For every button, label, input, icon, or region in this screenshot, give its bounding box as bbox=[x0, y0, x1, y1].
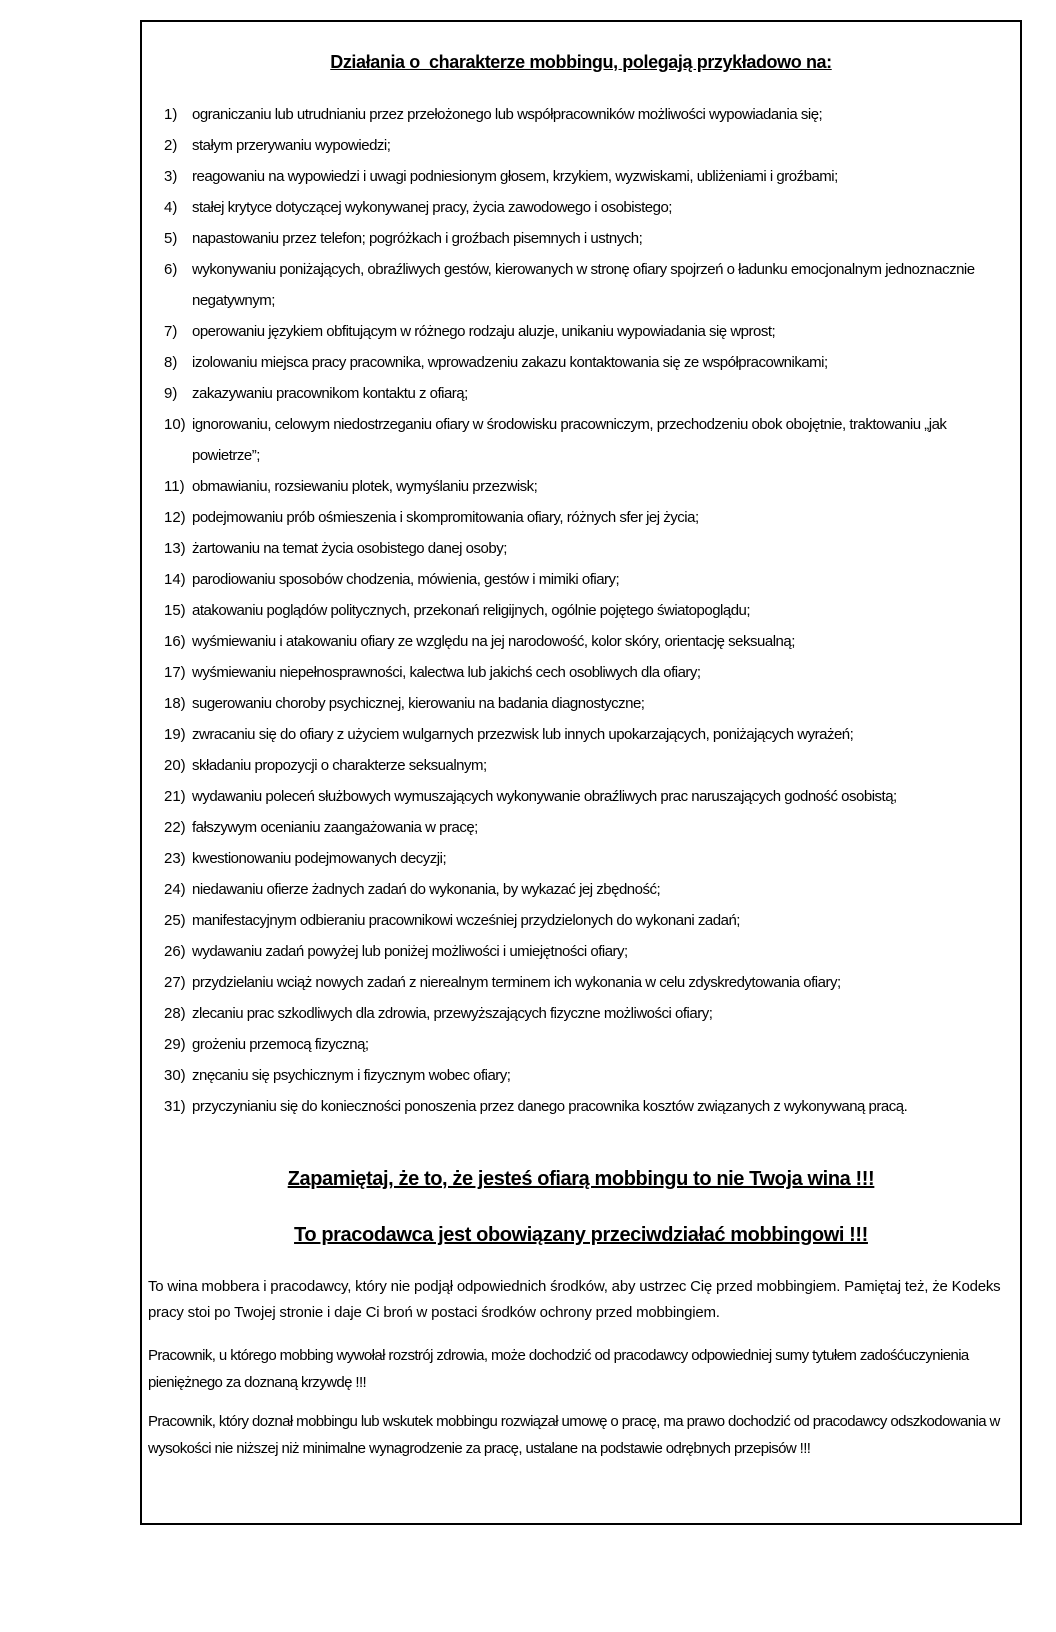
list-item-text: obmawianiu, rozsiewaniu plotek, wymyślaniu przezwisk; bbox=[192, 478, 538, 495]
list-item-text: wyśmiewaniu i atakowaniu ofiary ze względu na jej narodowość, kolor skóry, orientację seksualną; bbox=[192, 633, 795, 650]
list-item bbox=[142, 409, 1020, 471]
list-item-number: 30) bbox=[164, 1067, 186, 1084]
list-item bbox=[142, 316, 1020, 347]
list-item-text: atakowaniu poglądów politycznych, przekonań religijnych, ogólnie pojętego światopoglądu; bbox=[192, 602, 751, 619]
list-item-number: 15) bbox=[164, 602, 186, 619]
list-item-number: 27) bbox=[164, 974, 186, 991]
list-item bbox=[142, 998, 1020, 1029]
list-item bbox=[142, 750, 1020, 781]
list-item-text: kwestionowaniu podejmowanych decyzji; bbox=[192, 850, 447, 867]
paragraph-mobber-blame: To wina mobbera i pracodawcy, który nie podjął odpowiednich środków, aby ustrzec Cię przed mobbingiem. Pamiętaj też, że Kodeks pracy stoi po Twojej stronie i daje Ci broń w postaci środków ochrony przed mobbingiem. bbox=[148, 1278, 1001, 1321]
list-item bbox=[142, 874, 1020, 905]
list-item-number: 31) bbox=[164, 1098, 186, 1115]
list-item-number: 26) bbox=[164, 943, 186, 960]
list-item-number: 20) bbox=[164, 757, 186, 774]
list-item bbox=[142, 99, 1020, 130]
list-item bbox=[142, 843, 1020, 874]
list-item bbox=[142, 1029, 1020, 1060]
list-item-number: 13) bbox=[164, 540, 186, 557]
list-item bbox=[142, 719, 1020, 750]
list-item-text: wyśmiewaniu niepełnosprawności, kalectwa lub jakichś cech osobliwych dla ofiary; bbox=[192, 664, 701, 681]
list-item-number: 7) bbox=[164, 323, 178, 340]
list-item bbox=[142, 130, 1020, 161]
document-page bbox=[140, 20, 1022, 1525]
list-item bbox=[142, 161, 1020, 192]
list-item-text: operowaniu językiem obfitującym w różnego rodzaju aluzje, unikaniu wypowiadania się wprost; bbox=[192, 323, 776, 340]
list-item-text: ignorowaniu, celowym niedostrzeganiu ofiary w środowisku pracowniczym, przechodzeniu obok obojętnie, traktowaniu „jak powietrze”; bbox=[192, 416, 947, 464]
list-item bbox=[142, 657, 1020, 688]
list-item-number: 8) bbox=[164, 354, 178, 371]
list-item bbox=[142, 595, 1020, 626]
list-item-number: 16) bbox=[164, 633, 186, 650]
list-item-text: parodiowaniu sposobów chodzenia, mówienia, gestów i mimiki ofiary; bbox=[192, 571, 620, 588]
list-item-text: reagowaniu na wypowiedzi i uwagi podniesionym głosem, krzykiem, wyzwiskami, ubliżeniami i groźbami; bbox=[192, 168, 838, 185]
list-item bbox=[142, 471, 1020, 502]
list-item-text: stałym przerywaniu wypowiedzi; bbox=[192, 137, 391, 154]
list-item-text: fałszywym ocenianiu zaangażowania w pracę; bbox=[192, 819, 478, 836]
list-item-number: 1) bbox=[164, 106, 178, 123]
list-item bbox=[142, 254, 1020, 316]
list-item-number: 11) bbox=[164, 478, 185, 495]
list-item bbox=[142, 223, 1020, 254]
emphasis-statement-victim-not-guilty: Zapamiętaj, że to, że jesteś ofiarą mobbingu to nie Twoja wina !!! bbox=[287, 1168, 875, 1190]
list-item-number: 9) bbox=[164, 385, 178, 402]
list-item-text: ograniczaniu lub utrudnianiu przez przełożonego lub współpracowników możliwości wypowiadania się; bbox=[192, 106, 823, 123]
list-item-text: sugerowaniu choroby psychicznej, kierowaniu na badania diagnostyczne; bbox=[192, 695, 645, 712]
list-item-text: przyczynianiu się do konieczności ponoszenia przez danego pracownika kosztów związanych z wykonywaną pracą. bbox=[192, 1098, 908, 1115]
list-item bbox=[142, 502, 1020, 533]
page-title: Działania o charakterze mobbingu, polegają przykładowo na: bbox=[330, 52, 832, 72]
list-item-text: niedawaniu ofierze żadnych zadań do wykonania, by wykazać jej zbędność; bbox=[192, 881, 661, 898]
list-item-number: 3) bbox=[164, 168, 178, 185]
list-item-number: 4) bbox=[164, 199, 178, 216]
list-item-number: 18) bbox=[164, 695, 186, 712]
list-item-text: składaniu propozycji o charakterze seksualnym; bbox=[192, 757, 487, 774]
list-item-text: żartowaniu na temat życia osobistego danej osoby; bbox=[192, 540, 507, 557]
list-item-text: przydzielaniu wciąż nowych zadań z nierealnym terminem ich wykonania w celu zdyskredytowania ofiary; bbox=[192, 974, 841, 991]
mobbing-actions-list bbox=[142, 99, 1020, 1122]
list-item-text: wydawaniu zadań powyżej lub poniżej możliwości i umiejętności ofiary; bbox=[192, 943, 628, 960]
list-item-number: 28) bbox=[164, 1005, 186, 1022]
list-item bbox=[142, 533, 1020, 564]
list-item-text: zakazywaniu pracownikom kontaktu z ofiarą; bbox=[192, 385, 468, 402]
list-item-number: 21) bbox=[164, 788, 186, 805]
list-item-number: 17) bbox=[164, 664, 186, 681]
list-item-text: grożeniu przemocą fizyczną; bbox=[192, 1036, 369, 1053]
list-item-text: wykonywaniu poniżających, obraźliwych gestów, kierowanych w stronę ofiary spojrzeń o ładunku emocjonalnym jednoznacznie negatywnym; bbox=[192, 261, 975, 309]
list-item-number: 29) bbox=[164, 1036, 186, 1053]
list-item-text: izolowaniu miejsca pracy pracownika, wprowadzeniu zakazu kontaktowania się ze współpracownikami; bbox=[192, 354, 828, 371]
paragraph-health-compensation: Pracownik, u którego mobbing wywołał rozstrój zdrowia, może dochodzić od pracodawcy odpowiedniej sumy tytułem zadośćuczynienia pieniężnego za doznaną krzywdę !!! bbox=[148, 1347, 969, 1391]
list-item-text: stałej krytyce dotyczącej wykonywanej pracy, życia zawodowego i osobistego; bbox=[192, 199, 672, 216]
paragraph-contract-compensation: Pracownik, który doznał mobbingu lub wskutek mobbingu rozwiązał umowę o pracę, ma prawo dochodzić od pracodawcy odszkodowania w wysokości nie niższej niż minimalne wynagrodzenie za pracę, ustalane na podstawie odrębnych przepisów !!! bbox=[148, 1413, 1000, 1457]
list-item-number: 25) bbox=[164, 912, 186, 929]
emphasis-statement-employer-obligation: To pracodawca jest obowiązany przeciwdziałać mobbingowi !!! bbox=[294, 1224, 868, 1246]
list-item-number: 5) bbox=[164, 230, 178, 247]
list-item-number: 12) bbox=[164, 509, 186, 526]
list-item-number: 6) bbox=[164, 261, 178, 278]
list-item bbox=[142, 905, 1020, 936]
list-item bbox=[142, 936, 1020, 967]
list-item-number: 23) bbox=[164, 850, 186, 867]
list-item-number: 19) bbox=[164, 726, 186, 743]
list-item-text: wydawaniu poleceń służbowych wymuszających wykonywanie obraźliwych prac naruszających godność osobistą; bbox=[192, 788, 897, 805]
list-item bbox=[142, 812, 1020, 843]
list-item-text: znęcaniu się psychicznym i fizycznym wobec ofiary; bbox=[192, 1067, 511, 1084]
list-item-text: manifestacyjnym odbieraniu pracownikowi wcześniej przydzielonych do wykonani zadań; bbox=[192, 912, 740, 929]
list-item bbox=[142, 1060, 1020, 1091]
list-item bbox=[142, 626, 1020, 657]
list-item bbox=[142, 347, 1020, 378]
list-item bbox=[142, 192, 1020, 223]
list-item bbox=[142, 781, 1020, 812]
list-item-text: napastowaniu przez telefon; pogróżkach i groźbach pisemnych i ustnych; bbox=[192, 230, 643, 247]
list-item bbox=[142, 564, 1020, 595]
list-item-number: 22) bbox=[164, 819, 186, 836]
list-item-number: 10) bbox=[164, 416, 186, 433]
list-item-text: podejmowaniu prób ośmieszenia i skompromitowania ofiary, różnych sfer jej życia; bbox=[192, 509, 699, 526]
list-item-text: zwracaniu się do ofiary z użyciem wulgarnych przezwisk lub innych upokarzających, poniżających wyrażeń; bbox=[192, 726, 854, 743]
list-item bbox=[142, 967, 1020, 998]
list-item-number: 2) bbox=[164, 137, 178, 154]
list-item-text: zlecaniu prac szkodliwych dla zdrowia, przewyższających fizyczne możliwości ofiary; bbox=[192, 1005, 713, 1022]
list-item bbox=[142, 1091, 1020, 1122]
list-item-number: 24) bbox=[164, 881, 186, 898]
list-item-number: 14) bbox=[164, 571, 186, 588]
list-item bbox=[142, 378, 1020, 409]
list-item bbox=[142, 688, 1020, 719]
